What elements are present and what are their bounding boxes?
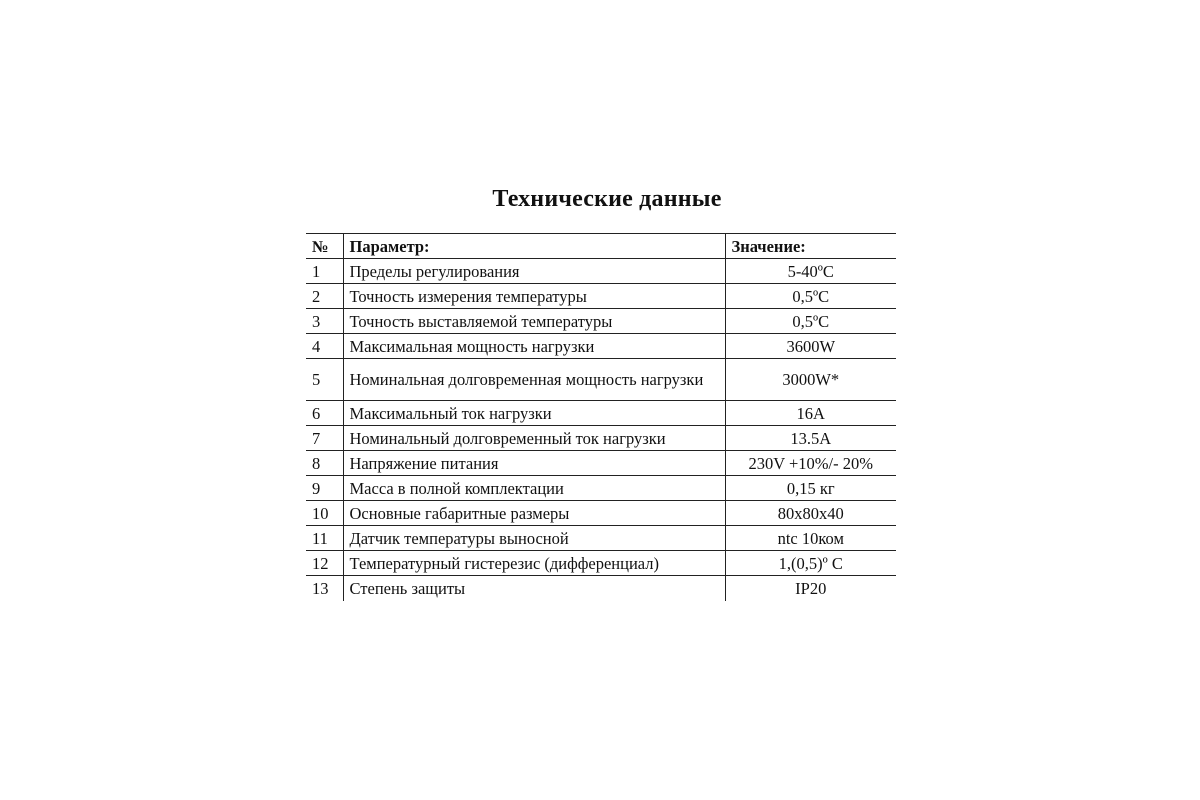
row-value: 0,5ºC [725, 284, 896, 309]
row-parameter: Точность выставляемой температуры [343, 309, 725, 334]
row-num: 6 [306, 401, 343, 426]
header-num: № [306, 234, 343, 259]
row-parameter: Температурный гистерезис (дифференциал) [343, 551, 725, 576]
header-parameter: Параметр: [343, 234, 725, 259]
document-title: Технические данные [492, 186, 722, 212]
table-header-row [306, 234, 896, 259]
specs-table [306, 233, 896, 601]
row-num: 3 [306, 309, 343, 334]
row-parameter: Максимальная мощность нагрузки [343, 334, 725, 359]
row-value: 0,15 кг [725, 476, 896, 501]
row-parameter: Основные габаритные размеры [343, 501, 725, 526]
row-num: 5 [306, 359, 343, 401]
table-row [306, 359, 896, 401]
row-parameter: Номинальная долговременная мощность нагрузки [343, 359, 725, 401]
row-value: 16A [725, 401, 896, 426]
row-num: 8 [306, 451, 343, 476]
table-row [306, 259, 896, 284]
row-parameter: Степень защиты [343, 576, 725, 601]
row-value: 13.5A [725, 426, 896, 451]
table-row [306, 334, 896, 359]
header-value: Значение: [725, 234, 896, 259]
row-num: 1 [306, 259, 343, 284]
row-value: 5-40ºC [725, 259, 896, 284]
table-row [306, 309, 896, 334]
row-num: 2 [306, 284, 343, 309]
row-value: 0,5ºC [725, 309, 896, 334]
table-row [306, 401, 896, 426]
row-value: ntc 10ком [725, 526, 896, 551]
row-value: 3600W [725, 334, 896, 359]
row-parameter: Номинальный долговременный ток нагрузки [343, 426, 725, 451]
row-num: 13 [306, 576, 343, 601]
row-num: 12 [306, 551, 343, 576]
row-num: 7 [306, 426, 343, 451]
row-parameter: Точность измерения температуры [343, 284, 725, 309]
table-row [306, 501, 896, 526]
row-parameter: Масса в полной комплектации [343, 476, 725, 501]
table-row [306, 576, 896, 601]
row-value: 3000W* [725, 359, 896, 401]
table-row [306, 526, 896, 551]
row-value: 230V +10%/- 20% [725, 451, 896, 476]
row-parameter: Напряжение питания [343, 451, 725, 476]
row-parameter: Пределы регулирования [343, 259, 725, 284]
row-value: 1,(0,5)º C [725, 551, 896, 576]
table-row [306, 284, 896, 309]
table-row [306, 451, 896, 476]
row-num: 10 [306, 501, 343, 526]
table-row [306, 426, 896, 451]
row-num: 4 [306, 334, 343, 359]
row-parameter: Максимальный ток нагрузки [343, 401, 725, 426]
row-num: 9 [306, 476, 343, 501]
row-parameter: Датчик температуры выносной [343, 526, 725, 551]
table-row [306, 551, 896, 576]
row-value: 80x80x40 [725, 501, 896, 526]
table-row [306, 476, 896, 501]
row-value: IP20 [725, 576, 896, 601]
row-num: 11 [306, 526, 343, 551]
